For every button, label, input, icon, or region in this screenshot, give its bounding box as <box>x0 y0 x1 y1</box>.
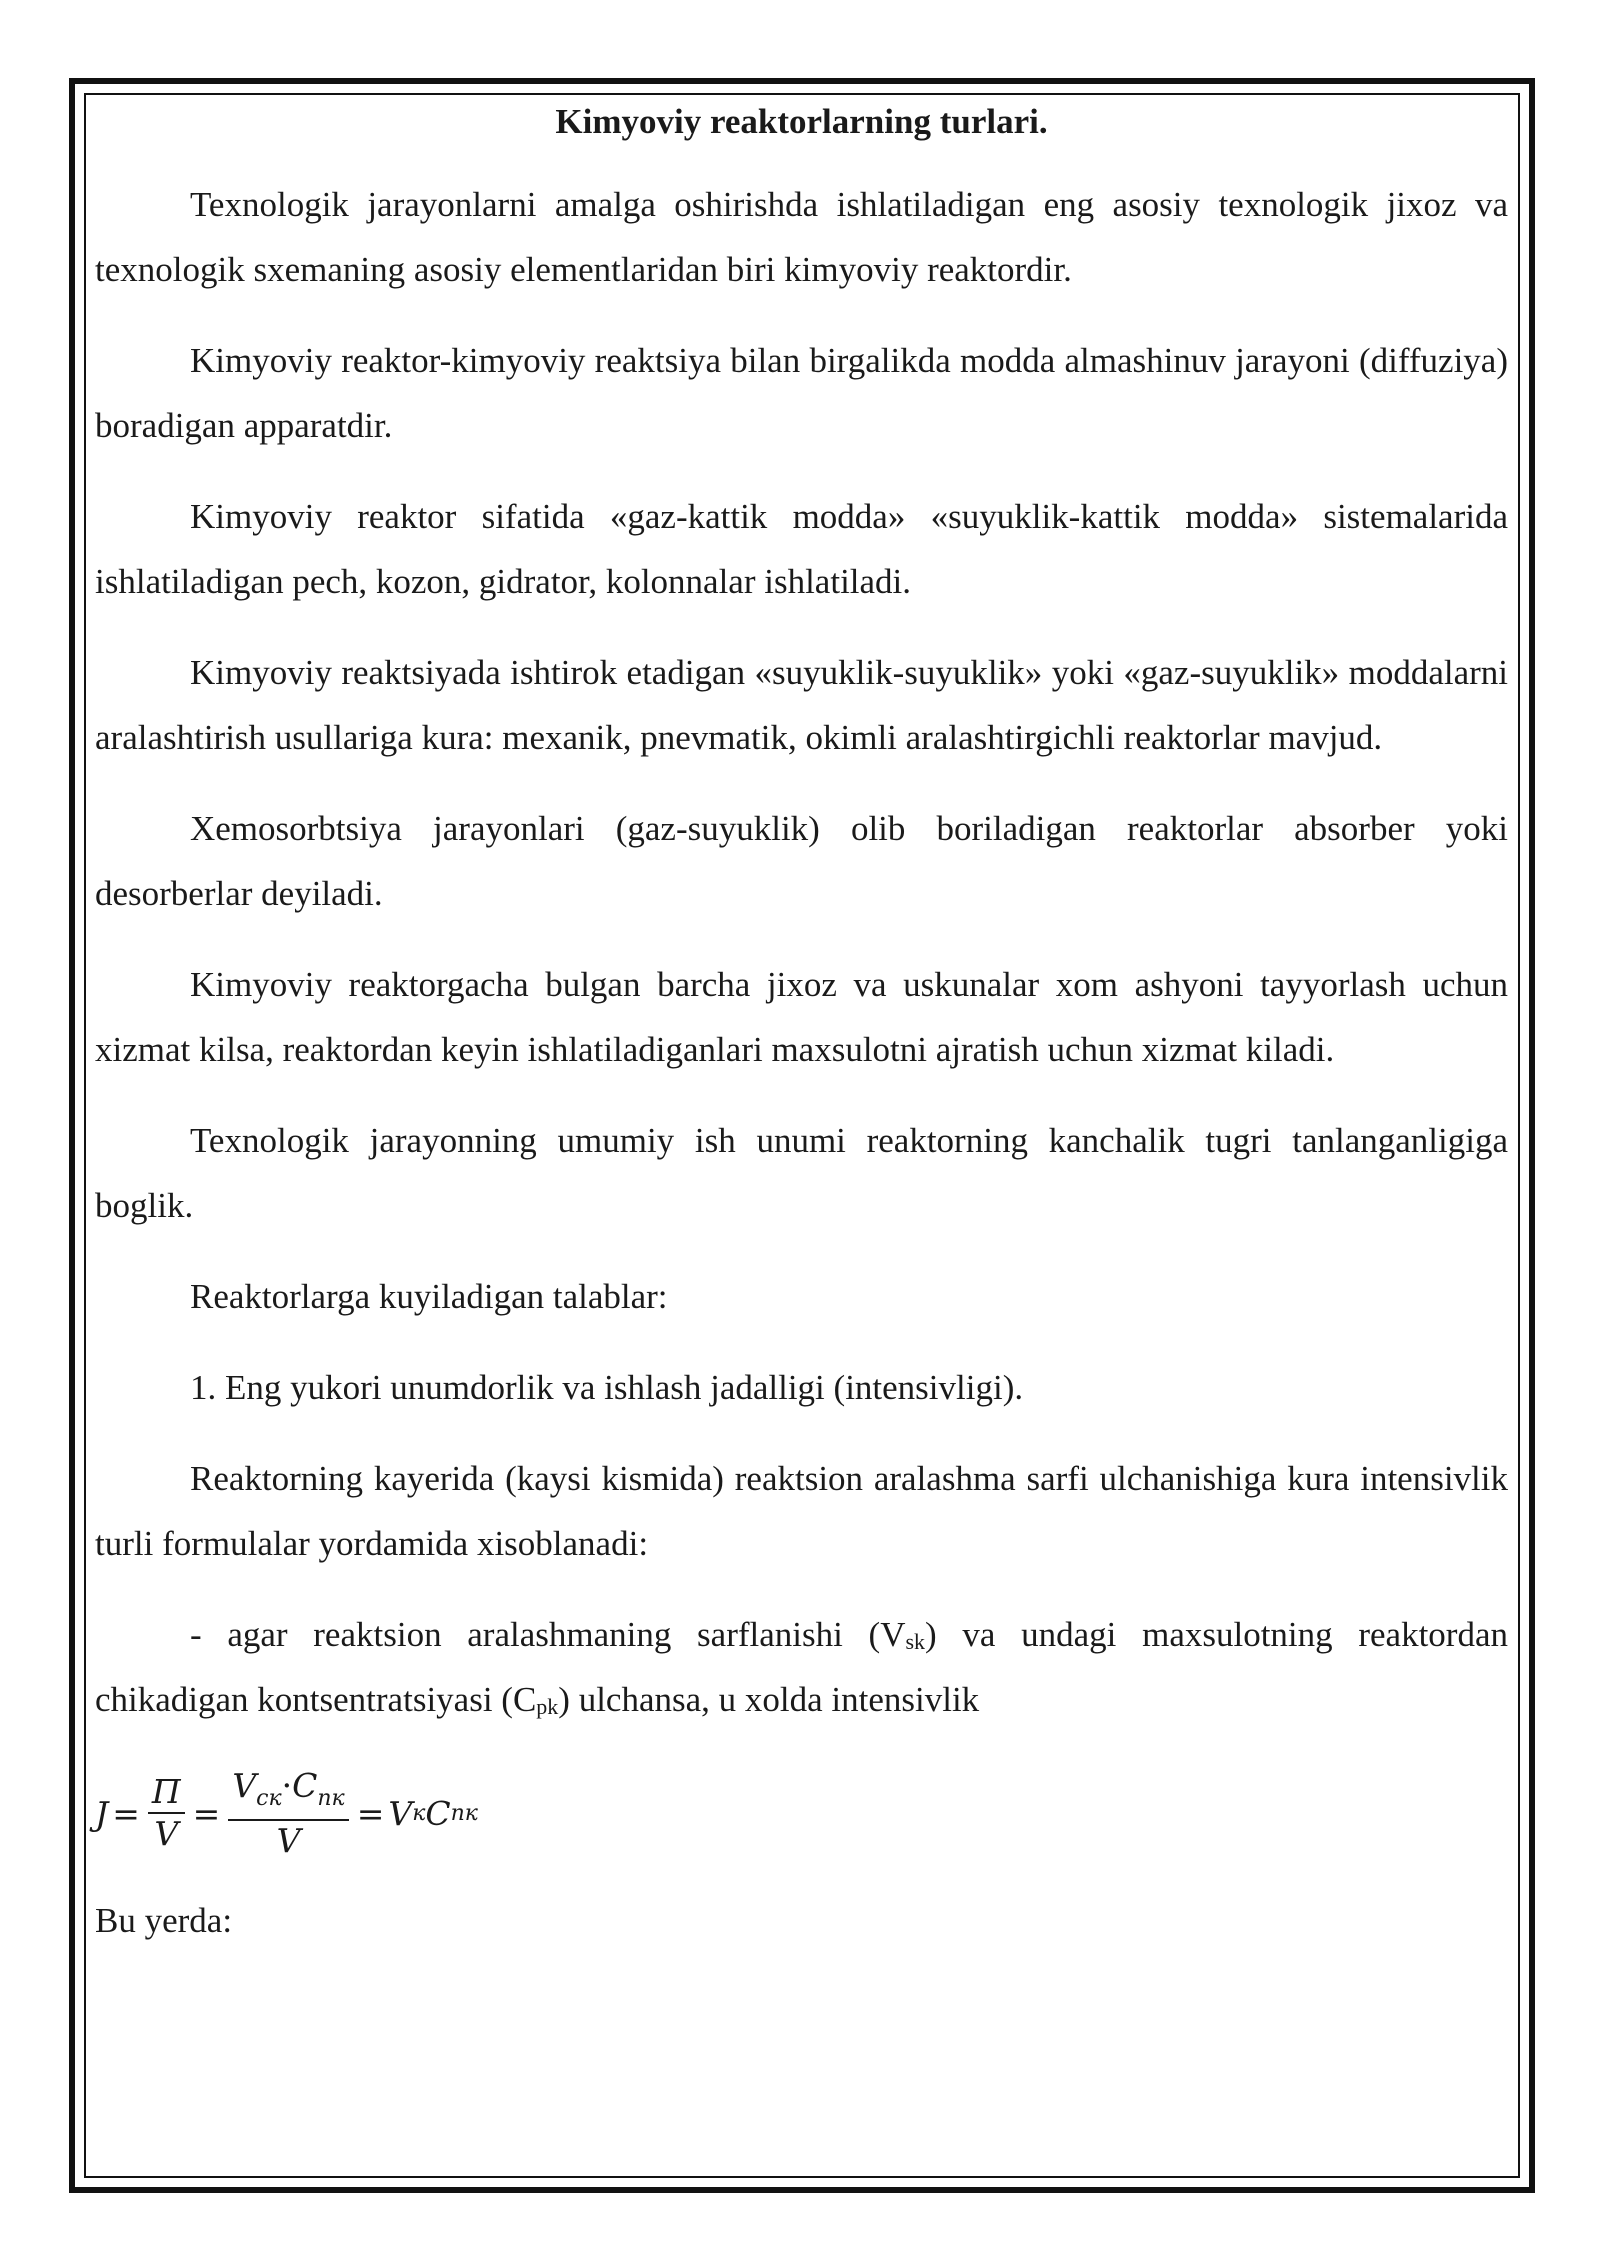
condition-subscript-1: sk <box>905 1629 926 1654</box>
fraction-2-denominator: V <box>276 1820 301 1860</box>
formula-equals-1: = <box>112 1793 140 1833</box>
condition-paragraph <box>95 1602 1508 1732</box>
fraction-2-v: V <box>232 1765 257 1805</box>
formula-fraction-2 <box>228 1766 348 1861</box>
fraction-2-numerator <box>228 1766 348 1819</box>
paragraph-7: Texnologik jarayonning umumiy ish unumi reaktorning kanchalik tugri tanlanganligiga boglik. <box>95 1121 1508 1225</box>
paragraph-9: 1. Eng yukori unumdorlik va ishlash jadalligi (intensivligi). <box>190 1368 1024 1407</box>
formula-equals-3: = <box>356 1793 385 1833</box>
paragraph-8: Reaktorlarga kuyiladigan talablar: <box>190 1277 668 1316</box>
paragraph-2: Kimyoviy reaktor-kimyoviy reaktsiya bilan birgalikda modda almashinuv jarayoni (diffuziya) boradigan apparatdir. <box>95 341 1508 445</box>
formula-rhs-c-subscript: пк <box>450 1800 478 1826</box>
closing-text: Bu yerda: <box>95 1901 233 1940</box>
paragraph-5: Xemosorbtsiya jarayonlari (gaz-suyuklik) olib boriladigan reaktorlar absorber yoki desorberlar deyiladi. <box>95 809 1508 913</box>
condition-text-1: - agar reaktsion aralashmaning sarflanishi (V <box>190 1615 906 1654</box>
paragraph-10: Reaktorning kayerida (kaysi kismida) reaktsion aralashma sarfi ulchanishiga kura intensivlik turli formulalar yordamida xisoblanadi: <box>95 1459 1508 1563</box>
formula-fraction-1 <box>148 1772 185 1854</box>
formula-rhs-v-subscript: к <box>412 1800 426 1826</box>
paragraph-6: Kimyoviy reaktorgacha bulgan barcha jixoz va uskunalar xom ashyoni tayyorlash uchun xizmat kilsa, reaktordan keyin ishlatiladiganlari maxsulotni ajratish uchun xizmat kiladi. <box>95 965 1508 1069</box>
fraction-2-dot: · <box>281 1765 293 1805</box>
fraction-2-v-subscript: ск <box>256 1785 282 1811</box>
condition-text-3: ) ulchansa, u xolda intensivlik <box>558 1680 980 1719</box>
condition-text-2: ) va undagi maxsulotning reaktordan chikadigan kontsentratsiyasi (C <box>95 1615 1508 1719</box>
formula-rhs-c: C <box>425 1793 451 1833</box>
formula-lhs: J <box>95 1793 109 1833</box>
fraction-1-denominator: V <box>154 1814 179 1853</box>
formula-equals-2: = <box>192 1793 221 1833</box>
paragraph-3: Kimyoviy reaktor sifatida «gaz-kattik modda» «suyuklik-kattik modda» sistemalarida ishlatiladigan pech, kozon, gidrator, kolonnalar ishlatiladi. <box>95 497 1508 601</box>
fraction-2-c-subscript: пк <box>317 1785 345 1811</box>
paragraph-1: Texnologik jarayonlarni amalga oshirishda ishlatiladigan eng asosiy texnologik jixoz va texnologik sxemaning asosiy elementlaridan biri kimyoviy reaktordir. <box>95 185 1508 289</box>
fraction-2-c: C <box>292 1765 318 1805</box>
fraction-1-numerator: П <box>151 1772 181 1811</box>
document-body <box>95 98 1508 1979</box>
intensity-formula <box>95 1758 1508 1868</box>
paragraph-4: Kimyoviy reaktsiyada ishtirok etadigan «suyuklik-suyuklik» yoki «gaz-suyuklik» moddalarni aralashtirish usullariga kura: mexanik, pnevmatik, okimli aralashtirgichli reaktorlar mavjud. <box>95 653 1508 757</box>
formula-rhs-v: V <box>388 1793 413 1833</box>
condition-subscript-2: pk <box>536 1694 559 1719</box>
document-title: Kimyoviy reaktorlarning turlari. <box>555 102 1048 141</box>
